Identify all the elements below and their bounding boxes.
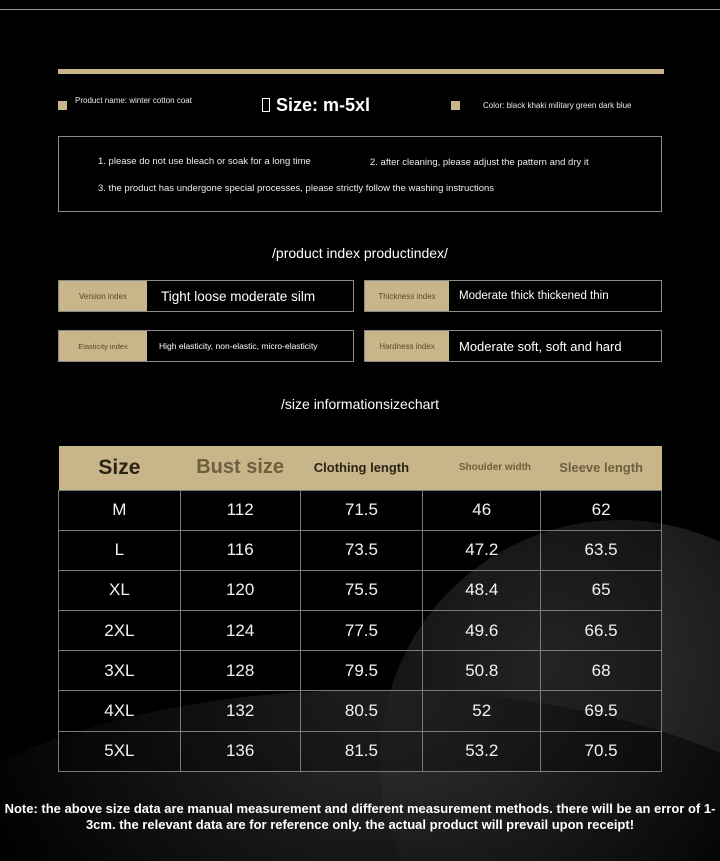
size-chart-title: /size informationsizechart xyxy=(281,396,439,412)
cell-length: 75.5 xyxy=(300,570,423,610)
cell-size: 4XL xyxy=(59,691,181,731)
care-instructions-box xyxy=(58,136,662,212)
header-row xyxy=(58,92,664,122)
table-row xyxy=(59,570,662,610)
hardness-index xyxy=(364,330,662,362)
cell-shoulder: 47.2 xyxy=(423,530,541,570)
hardness-index-label: Hardness index xyxy=(365,331,449,361)
elasticity-index-label: Elasticity index xyxy=(59,331,147,361)
cell-bust: 136 xyxy=(180,731,300,771)
table-row xyxy=(59,490,662,530)
cell-bust: 112 xyxy=(180,490,300,530)
cell-length: 73.5 xyxy=(300,530,423,570)
hardness-index-value: Moderate soft, soft and hard xyxy=(459,338,622,354)
cell-size: XL xyxy=(59,570,181,610)
product-name: Product name: winter cotton coat xyxy=(75,96,192,105)
elasticity-index xyxy=(58,330,354,362)
size-heading xyxy=(262,95,370,116)
cell-size: 3XL xyxy=(59,651,181,691)
cell-size: 5XL xyxy=(59,731,181,771)
care-item-3: 3. the product has undergone special processes, please strictly follow the washing instructions xyxy=(98,183,495,194)
gold-square-icon xyxy=(58,101,67,110)
size-chart-table xyxy=(58,446,662,772)
table-row xyxy=(59,731,662,771)
measurement-note: Note: the above size data are manual measurement and different measurement methods. there will be an error of 1-3cm. the relevant data are for reference only. the actual product will prevail upon receipt! xyxy=(4,801,716,832)
cell-length: 80.5 xyxy=(300,691,423,731)
cell-sleeve: 68 xyxy=(541,651,662,691)
cell-shoulder: 52 xyxy=(423,691,541,731)
cell-length: 81.5 xyxy=(300,731,423,771)
product-index-title: /product index productindex/ xyxy=(272,245,448,261)
cell-sleeve: 70.5 xyxy=(541,731,662,771)
elasticity-index-value: High elasticity, non-elastic, micro-elasticity xyxy=(159,341,318,351)
square-box-icon xyxy=(262,98,270,112)
cell-shoulder: 50.8 xyxy=(423,651,541,691)
table-row xyxy=(59,691,662,731)
cell-bust: 128 xyxy=(180,651,300,691)
cell-shoulder: 49.6 xyxy=(423,611,541,651)
version-index-label: Version index xyxy=(59,281,147,311)
cell-sleeve: 69.5 xyxy=(541,691,662,731)
gold-bar xyxy=(58,69,664,74)
thickness-index xyxy=(364,280,662,312)
version-index-value: Tight loose moderate silm xyxy=(161,288,316,304)
size-label: Size: m-5xl xyxy=(276,95,371,115)
cell-bust: 132 xyxy=(180,691,300,731)
cell-length: 71.5 xyxy=(300,490,423,530)
version-index xyxy=(58,280,354,312)
table-row xyxy=(59,611,662,651)
cell-shoulder: 48.4 xyxy=(423,570,541,610)
cell-length: 77.5 xyxy=(300,611,423,651)
cell-shoulder: 46 xyxy=(423,490,541,530)
cell-length: 79.5 xyxy=(300,651,423,691)
cell-bust: 116 xyxy=(180,530,300,570)
size-chart-header-row xyxy=(59,446,662,490)
care-item-2: 2. after cleaning, please adjust the pattern and dry it xyxy=(370,157,589,168)
cell-size: 2XL xyxy=(59,611,181,651)
cell-sleeve: 63.5 xyxy=(541,530,662,570)
thickness-index-label: Thickness index xyxy=(365,281,449,311)
gold-square-icon xyxy=(451,101,460,110)
top-divider xyxy=(0,9,720,10)
header-clothing-length: Clothing length xyxy=(300,446,423,490)
cell-sleeve: 66.5 xyxy=(541,611,662,651)
color-options: Color: black khaki military green dark blue xyxy=(483,101,632,110)
cell-bust: 120 xyxy=(180,570,300,610)
care-item-1: 1. please do not use bleach or soak for a long time xyxy=(98,156,311,167)
cell-sleeve: 65 xyxy=(541,570,662,610)
header-size: Size xyxy=(59,446,181,490)
cell-shoulder: 53.2 xyxy=(423,731,541,771)
table-row xyxy=(59,530,662,570)
header-sleeve-length: Sleeve length xyxy=(541,446,662,490)
cell-bust: 124 xyxy=(180,611,300,651)
table-row xyxy=(59,651,662,691)
cell-sleeve: 62 xyxy=(541,490,662,530)
header-bust-size: Bust size xyxy=(180,446,300,490)
header-shoulder-width: Shoulder width xyxy=(423,446,541,490)
thickness-index-value: Moderate thick thickened thin xyxy=(459,290,609,302)
cell-size: M xyxy=(59,490,181,530)
cell-size: L xyxy=(59,530,181,570)
